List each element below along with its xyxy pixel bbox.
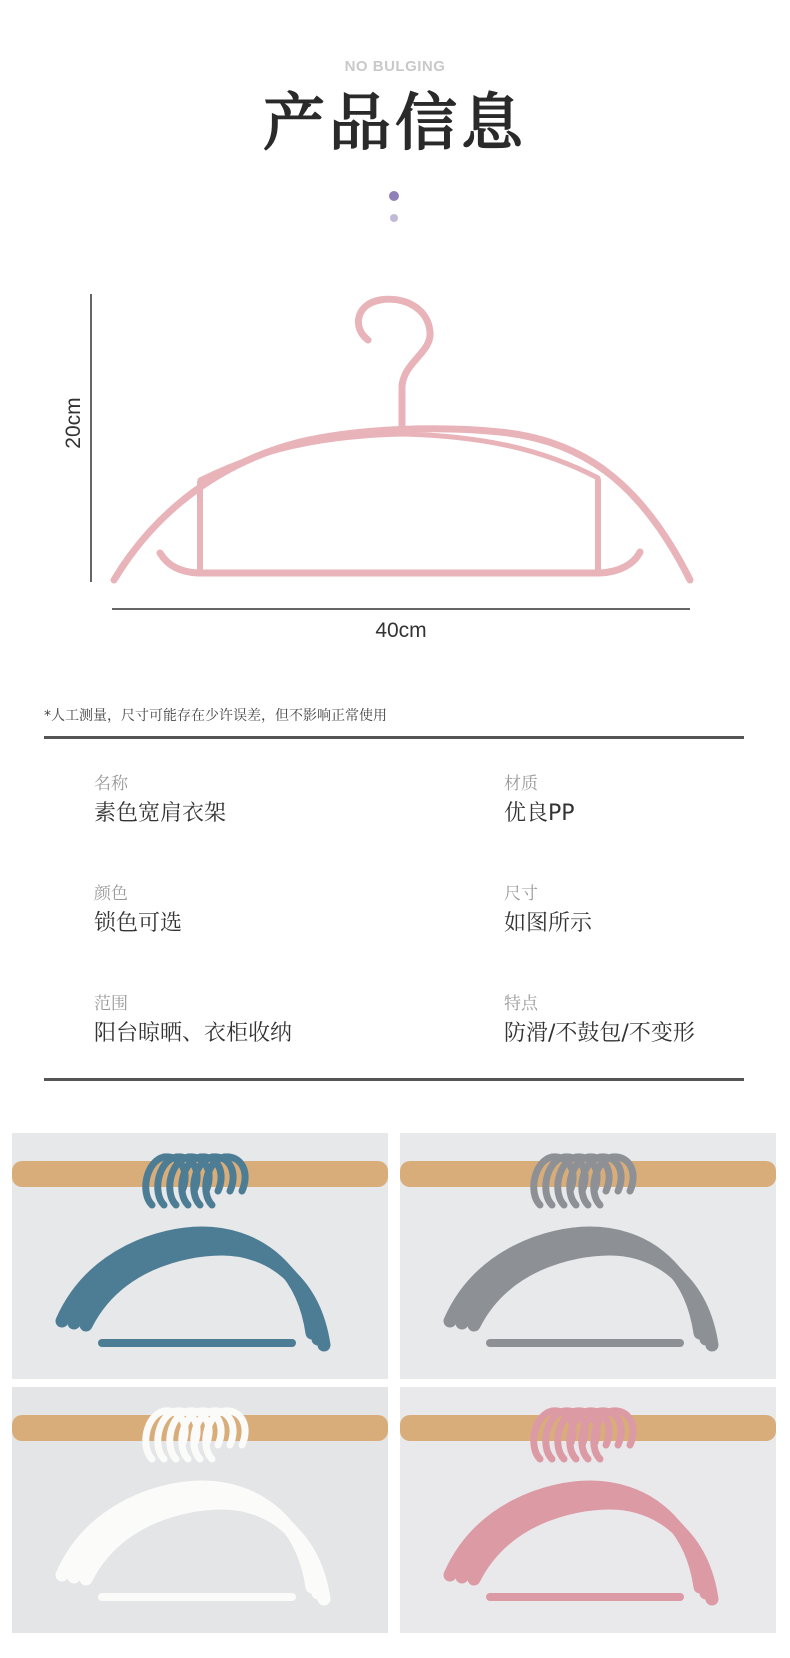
accent-dot-light	[390, 214, 398, 222]
spec-usage	[94, 992, 292, 1050]
spec-size	[504, 882, 592, 940]
spec-feature	[504, 992, 695, 1050]
spec-color	[94, 882, 182, 940]
spec-label: 尺寸	[504, 884, 538, 904]
product-photo-pink	[400, 1387, 776, 1633]
gray-hangers-image	[400, 1133, 776, 1379]
product-photo-gray	[400, 1133, 776, 1379]
spec-value: 如图所示	[504, 911, 593, 936]
spec-material	[504, 772, 575, 830]
pink-hanger-icon	[114, 299, 690, 580]
hanger-dimension-diagram	[0, 290, 790, 650]
spec-value: 优良PP	[504, 801, 575, 826]
product-photo-blue	[12, 1133, 388, 1379]
pink-hangers-image	[400, 1387, 776, 1633]
accent-dot	[389, 191, 399, 201]
blue-hangers-image	[12, 1133, 388, 1379]
measurement-note: *人工测量，尺寸可能存在少许误差，但不影响正常使用	[44, 708, 387, 724]
width-label: 40cm	[375, 619, 427, 642]
spec-divider-bottom	[44, 1078, 744, 1081]
spec-label: 颜色	[94, 884, 128, 904]
spec-label: 材质	[504, 774, 538, 794]
spec-value: 素色宽肩衣架	[94, 801, 227, 826]
white-hangers-image	[12, 1387, 388, 1633]
spec-label: 名称	[94, 774, 128, 794]
spec-value: 阳台晾晒、衣柜收纳	[94, 1021, 293, 1046]
section-title: 产品信息	[262, 86, 527, 159]
spec-label: 特点	[504, 994, 538, 1014]
spec-value: 锁色可选	[94, 911, 183, 936]
section-subtitle: NO BULGING	[344, 58, 446, 75]
spec-name	[94, 772, 226, 830]
spec-divider-top	[44, 736, 744, 739]
spec-value: 防滑/不鼓包/不变形	[504, 1021, 695, 1046]
hanger-diagram-svg	[0, 290, 790, 650]
product-photo-white	[12, 1387, 388, 1633]
height-label: 20cm	[62, 397, 85, 449]
spec-label: 范围	[94, 994, 128, 1014]
